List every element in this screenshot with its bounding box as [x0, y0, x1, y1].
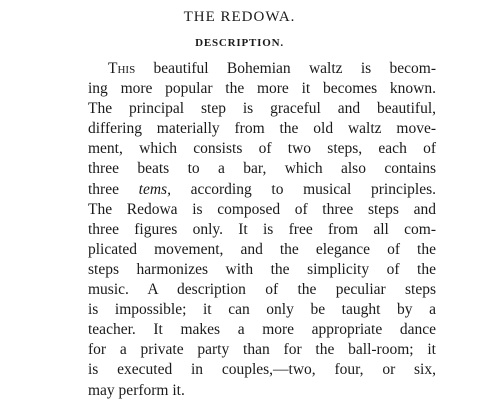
paragraph-line: [88, 59, 436, 79]
page-title: THE REDOWA.: [183, 9, 296, 25]
italic-term: tems,: [138, 180, 171, 198]
line-text: three: [88, 180, 119, 198]
lead-word: This: [108, 60, 136, 77]
paragraph-line: The Redowa is composed of three steps and: [88, 200, 436, 218]
paragraph-line: three figures only. It is free from all com-: [88, 220, 436, 238]
section-heading: DESCRIPTION.: [195, 37, 284, 49]
paragraph-line: may perform it.: [88, 381, 185, 399]
description-paragraph: [88, 59, 436, 401]
line-text: according to musical principles.: [170, 180, 436, 198]
paragraph-line: three beats to a bar, which also contains: [88, 160, 436, 178]
paragraph-line: [88, 180, 436, 200]
paragraph-line: steps harmonizes with the simplicity of the: [88, 260, 436, 278]
paragraph-line: is executed in couples,—two, four, or six,: [88, 361, 436, 379]
paragraph-line: for a private party than for the ball-room; it: [88, 341, 436, 359]
paragraph-line: teacher. It makes a more appropriate dance: [88, 321, 436, 339]
paragraph-line: music. A description of the peculiar steps: [88, 281, 436, 299]
line-text: beautiful Bohemian waltz is becom-: [135, 60, 436, 77]
paragraph-line: plicated movement, and the elegance of the: [88, 240, 436, 258]
paragraph-line: differing materially from the old waltz move-: [88, 120, 436, 138]
paragraph-line: ment, which consists of two steps, each of: [88, 140, 436, 158]
paragraph-line: ing more popular the more it becomes known.: [88, 80, 436, 98]
paragraph-line: The principal step is graceful and beautiful,: [88, 100, 436, 118]
paragraph-line: is impossible; it can only be taught by a: [88, 301, 436, 319]
